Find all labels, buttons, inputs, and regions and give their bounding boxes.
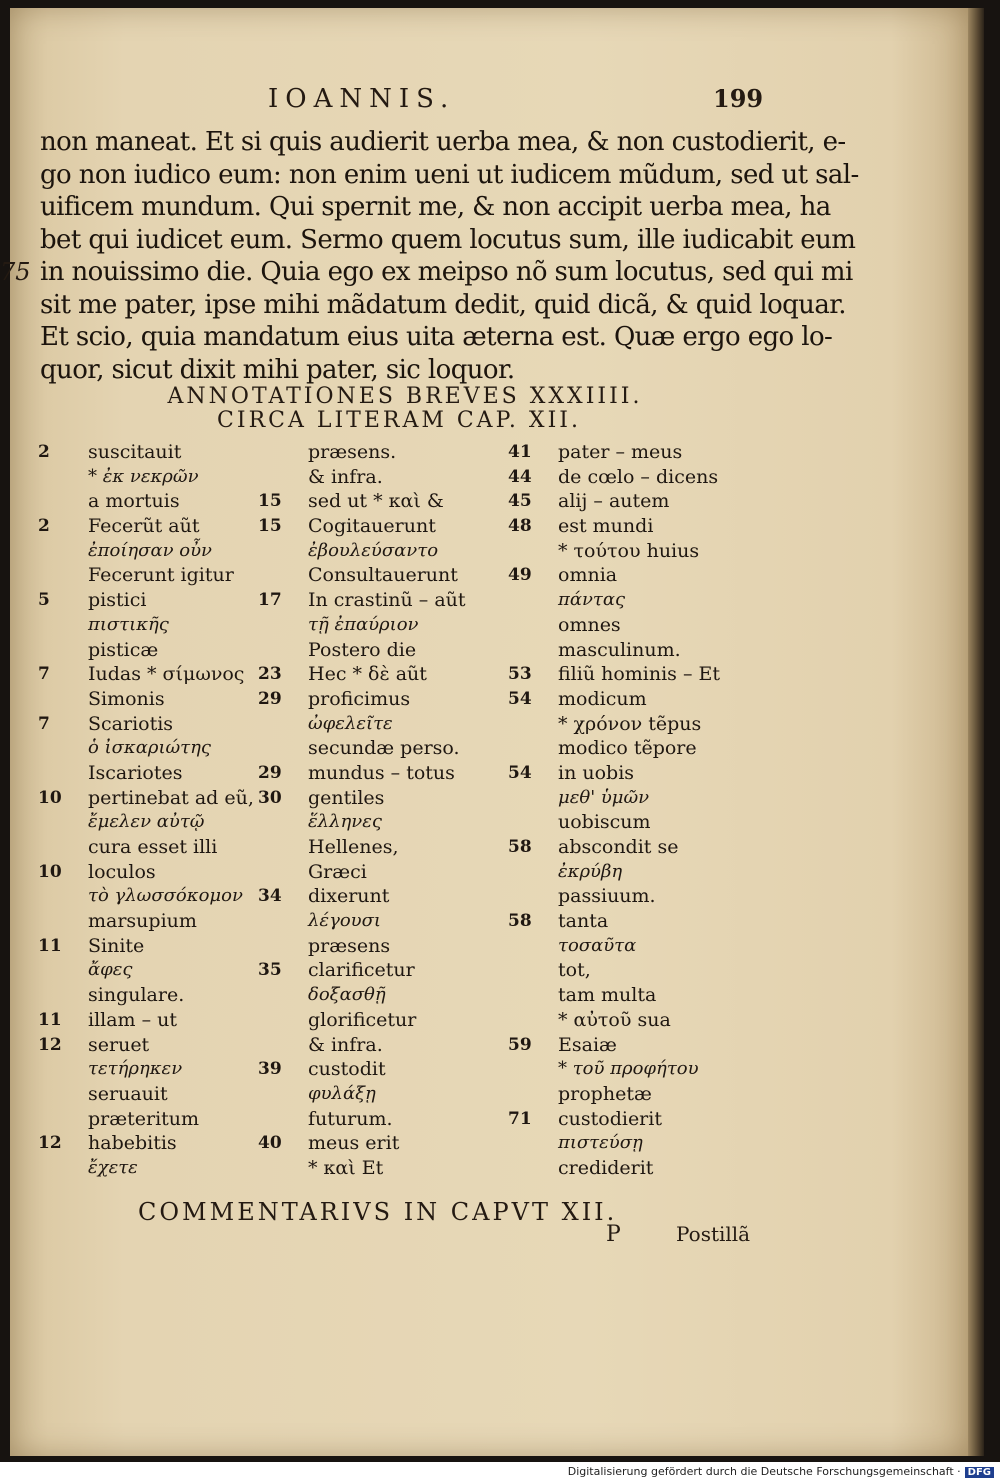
gloss-text: ἔχετε (88, 1156, 138, 1178)
gloss-text: in uobis (558, 761, 635, 784)
verse-marker: 75 (0, 258, 31, 286)
gloss-verse-number: 11 (38, 1009, 62, 1030)
gloss-verse-number: 15 (258, 516, 282, 537)
gloss-text: & infra. (308, 1033, 383, 1056)
gloss-verse-number: 58 (508, 837, 532, 857)
gloss-text: a mortuis (88, 490, 180, 513)
gloss-text: singulare. (88, 984, 185, 1007)
gloss-text: Esaiæ (558, 1033, 617, 1056)
gloss-text: Scariotis (88, 712, 174, 735)
gloss-text: mundus – totus (308, 761, 455, 784)
gloss-verse-number: 40 (258, 1133, 282, 1154)
gloss-text: pater – meus (558, 441, 683, 463)
gloss-verse-number: 39 (258, 1059, 282, 1080)
gloss-text: seruauit (88, 1082, 168, 1105)
gloss-verse-number: 23 (258, 664, 282, 685)
running-head: IOANNIS. (268, 84, 456, 114)
gloss-text: ἐκρύβη (558, 860, 623, 882)
gloss-text: ἐποίησαν οὖν (88, 539, 212, 561)
body-text (40, 126, 859, 386)
gloss-verse-number: 17 (258, 590, 282, 611)
gloss-text: omnia (558, 564, 618, 587)
gloss-text: Fecerunt igitur (88, 564, 234, 587)
gloss-text: modicum (558, 687, 647, 710)
gloss-text: * χρόνον tẽpus (558, 712, 702, 735)
gloss-verse-number: 5 (38, 590, 50, 611)
gloss-text: τετήρηκεν (88, 1058, 183, 1080)
gloss-text: gentiles (308, 786, 385, 809)
gloss-verse-number: 71 (508, 1108, 532, 1129)
gloss-verse-number: 7 (38, 713, 50, 734)
gloss-text: ἄφες (88, 959, 133, 981)
gloss-verse-number: 34 (258, 886, 282, 907)
gloss-text: secundæ perso. (308, 737, 460, 760)
gloss-verse-number: 53 (508, 664, 532, 685)
body-line: Et scio, quia mandatum eius uita æterna est. Quæ ergo ego lo- (40, 322, 833, 352)
gloss-verse-number: 30 (258, 787, 282, 808)
gloss-text: tot, (558, 959, 591, 982)
gloss-text: passiuum. (558, 885, 656, 908)
gloss-text: filiũ hominis – Et (558, 663, 721, 686)
gloss-text: Simonis (88, 687, 165, 710)
gloss-text: τὸ γλωσσόκομον (88, 885, 243, 907)
gloss-text: Consultauerunt (308, 564, 458, 587)
gloss-text: præsens. (308, 441, 397, 463)
gloss-text: illam – ut (88, 1008, 178, 1031)
body-line: uificem mundum. Qui spernit me, & non accipit uerba mea, ha (40, 192, 831, 222)
gloss-verse-number: 45 (508, 491, 532, 512)
gloss-text: habebitis (88, 1132, 177, 1155)
gloss-verse-number: 54 (508, 688, 532, 709)
gloss-verse-number: 11 (38, 935, 62, 956)
gloss-text: * τοῦ προφήτου (558, 1058, 699, 1080)
gloss-text: Cogitauerunt (308, 515, 436, 538)
gloss-text: seruet (88, 1033, 150, 1056)
gloss-text: * αὐτοῦ sua (558, 1008, 671, 1031)
gloss-text: * καὶ Et (308, 1156, 384, 1179)
gloss-verse-number: 2 (38, 442, 50, 462)
gloss-text: Sinite (88, 934, 145, 957)
gloss-text: clarificetur (308, 959, 415, 982)
gloss-text: abscondit se (558, 836, 679, 858)
gloss-verse-number: 49 (508, 565, 532, 586)
gloss-verse-number: 35 (258, 960, 282, 981)
gloss-text: tanta (558, 910, 609, 933)
gloss-text: alij – autem (558, 490, 670, 513)
gloss-text: ἔμελεν αὐτῷ (88, 811, 205, 833)
gloss-verse-number: 10 (38, 861, 62, 882)
body-line: quor, sicut dixit mihi pater, sic loquor. (40, 354, 515, 385)
gloss-text: est mundi (558, 515, 654, 538)
gloss-verse-number: 29 (258, 762, 282, 783)
gloss-verse-number: 44 (508, 466, 532, 487)
gloss-text: πιστικῆς (88, 613, 169, 635)
gloss-verse-number: 7 (38, 664, 50, 685)
body-line: sit me pater, ipse mihi mãdatum dedit, quid dicã, & quid loquar. (40, 289, 846, 320)
gloss-verse-number: 12 (38, 1133, 62, 1154)
gloss-text: Græci (308, 860, 367, 883)
gloss-text: ὠφελεῖτε (308, 712, 393, 734)
body-line: in nouissimo die. Quia ego ex meipso nõ sum locutus, sed qui mi (40, 257, 853, 287)
gloss-text: τοσαῦτα (558, 934, 637, 956)
gloss-text: crediderit (558, 1156, 654, 1179)
gloss-text: In crastinũ – aũt (308, 589, 466, 612)
gloss-text: λέγουσι (308, 910, 381, 932)
body-line: non maneat. Et si quis audierit uerba mea, & non custodierit, e- (40, 127, 846, 157)
gloss-verse-number: 12 (38, 1034, 62, 1055)
gloss-verse-number: 41 (508, 442, 532, 462)
gloss-verse-number: 10 (38, 787, 62, 808)
commentary-heading: COMMENTARIVS IN CAPVT XII. (138, 1198, 618, 1226)
gloss-text: custodierit (558, 1107, 662, 1130)
gloss-text: uobiscum (558, 811, 651, 834)
signature-mark: P (606, 1222, 621, 1247)
gloss-text: πάντας (558, 589, 626, 611)
digitization-credit (568, 1465, 994, 1478)
body-line: bet qui iudicet eum. Sermo quem locutus sum, ille iudicabit eum (40, 224, 856, 255)
gloss-text: τῇ ἐπαύριον (308, 613, 419, 635)
gloss-text: præteritum (88, 1107, 200, 1130)
gloss-verse-number: 54 (508, 762, 532, 783)
gloss-text: & infra. (308, 465, 383, 488)
gloss-verse-number: 58 (508, 911, 532, 932)
credit-text: Digitalisierung gefördert durch die Deutsche Forschungsgemeinschaft · (567, 1465, 961, 1478)
gloss-text: prophetæ (558, 1082, 652, 1105)
gloss-text: Hec * δὲ aũt (308, 663, 427, 686)
gloss-text: dixerunt (308, 885, 390, 908)
page-number: 199 (713, 84, 764, 113)
gloss-text: de cœlo – dicens (558, 465, 719, 488)
gloss-text: suscitauit (88, 441, 182, 463)
gloss-text: ἕλληνες (308, 811, 382, 833)
gloss-text: modico tẽpore (558, 737, 697, 760)
gloss-text: πιστεύσῃ (558, 1132, 643, 1154)
gloss-text: custodit (308, 1058, 386, 1081)
gloss-text: Postero die (308, 638, 417, 661)
gloss-text: φυλάξῃ (308, 1082, 376, 1104)
gloss-text: Fecerũt aũt (88, 515, 200, 538)
gloss-text: Hellenes, (308, 836, 399, 858)
gloss-text: meus erit (308, 1132, 400, 1155)
gloss-text: δοξασθῇ (308, 984, 386, 1006)
gloss-verse-number: 48 (508, 516, 532, 537)
body-line: go non iudico eum: non enim ueni ut iudicem mũdum, sed ut sal- (40, 159, 859, 190)
gloss-text: omnes (558, 613, 621, 636)
gloss-text: μεθ' ὑμῶν (558, 786, 650, 808)
annotations-heading: ANNOTATIONES BREVES XXXIIII. (167, 384, 643, 409)
gloss-text: * ἐκ νεκρῶν (88, 465, 199, 487)
catchword: Postillã (676, 1222, 751, 1246)
annotations-subheading: CIRCA LITERAM CAP. XII. (217, 408, 581, 433)
gloss-text: ἐβουλεύσαντο (308, 539, 439, 561)
gloss-text: marsupium (88, 910, 197, 933)
gloss-text: * τούτου huius (558, 539, 700, 562)
gloss-verse-number: 59 (508, 1034, 532, 1055)
gloss-text: proficimus (308, 687, 411, 710)
gloss-text: pertinebat ad eũ, (88, 786, 254, 809)
gloss-text: sed ut * καὶ & (308, 490, 444, 513)
gloss-text: Iscariotes (88, 761, 183, 784)
gloss-text: pistici (88, 589, 147, 612)
gloss-verse-number: 2 (38, 516, 50, 537)
gloss-text: loculos (88, 860, 156, 883)
dfg-logo: DFG (965, 1467, 994, 1478)
gloss-text: cura esset illi (88, 836, 218, 858)
gloss-text: præsens (308, 934, 391, 957)
gloss-text: glorificetur (308, 1008, 417, 1031)
gloss-text: ὁ ἰσκαριώτης (88, 737, 212, 759)
gloss-verse-number: 29 (258, 688, 282, 709)
gloss-verse-number: 15 (258, 491, 282, 512)
gloss-text: pisticæ (88, 638, 159, 661)
gloss-text: masculinum. (558, 638, 681, 661)
gloss-text: futurum. (308, 1107, 393, 1130)
gloss-text: tam multa (558, 984, 657, 1007)
page-edge (968, 8, 984, 1456)
gloss-text: Iudas * σίμωνος (88, 663, 245, 686)
